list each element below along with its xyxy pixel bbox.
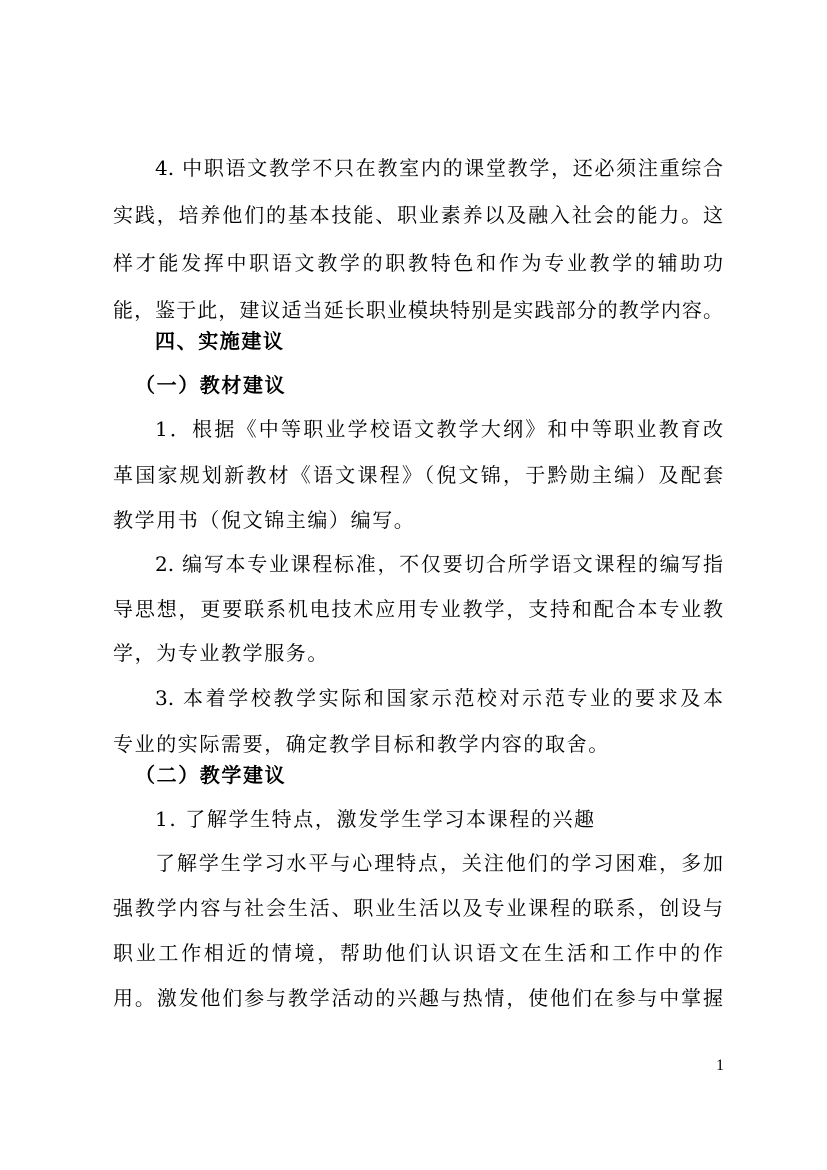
paragraph-line: 教学用书（倪文锦主编）编写。 [113,508,416,532]
paragraph-line: 强教学内容与社会生活、职业生活以及专业课程的联系，创设与 [113,896,723,920]
paragraph-line: 革国家规划新教材《语文课程》（倪文锦，于黔勋主编）及配套 [113,463,723,487]
paragraph-line: 3. 本着学校教学实际和国家示范校对示范专业的要求及本 [155,686,723,710]
paragraph-line: 了解学生学习水平与心理特点，关注他们的学习困难，多加 [155,851,723,875]
paragraph-line: 能，鉴于此，建议适当延长职业模块特别是实践部分的教学内容。 [113,298,723,322]
subsection-heading: （一）教材建议 [135,373,287,397]
paragraph-line: 1．根据《中等职业学校语文教学大纲》和中等职业教育改 [155,417,723,441]
paragraph-line: 用。激发他们参与教学活动的兴趣与热情，使他们在参与中掌握 [113,986,723,1010]
paragraph-line: 2. 编写本专业课程标准，不仅要切合所学语文课程的编写指 [155,552,723,576]
paragraph-line: 学，为专业教学服务。 [113,641,329,665]
paragraph-line: 职业工作相近的情境，帮助他们认识语文在生活和工作中的作 [113,941,723,965]
paragraph-line: 导思想，更要联系机电技术应用专业教学，支持和配合本专业教 [113,597,723,621]
list-item-heading: 1. 了解学生特点，激发学生学习本课程的兴趣 [155,807,596,831]
paragraph-line: 专业的实际需要，确定教学目标和教学内容的取舍。 [113,732,610,756]
paragraph-line: 实践，培养他们的基本技能、职业素养以及融入社会的能力。这 [113,203,723,227]
subsection-heading: （二）教学建议 [135,763,287,787]
paragraph-line: 样才能发挥中职语文教学的职教特色和作为专业教学的辅助功 [113,251,723,275]
page-number: 1 [716,1057,724,1074]
paragraph-line: 4. 中职语文教学不只在教室内的课堂教学，还必须注重综合 [155,156,723,180]
section-heading: 四、实施建议 [155,329,285,353]
